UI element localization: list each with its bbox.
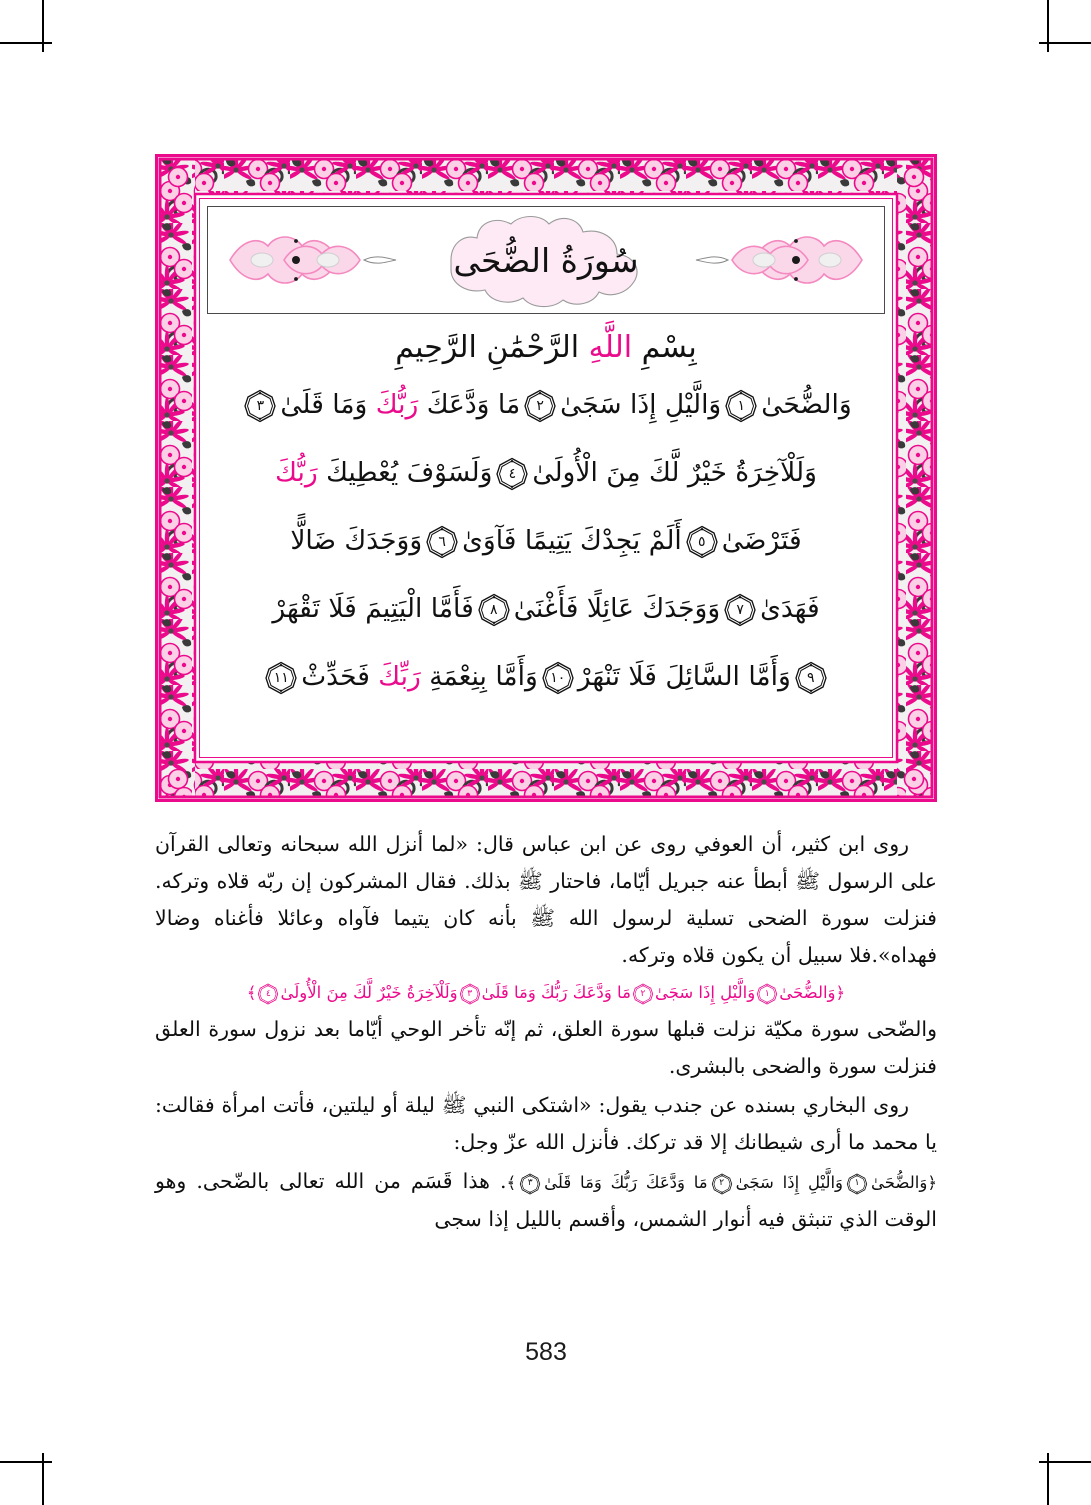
ayah-number-value: ٣ bbox=[527, 1178, 533, 1188]
ayah-number-medallion bbox=[519, 1173, 541, 1195]
ayah-number-medallion bbox=[711, 1173, 733, 1195]
ayah-text-segment: وَوَجَدَكَ ضَالًّا bbox=[290, 525, 423, 556]
commentary-paragraph-2: والضّحى سورة مكيّة نزلت قبلها سورة العلق، ثم إنّه تأخر الوحي أيّاما بعد نزول سورة العلق فنزلت سورة والضحى بالبشرى. bbox=[155, 1017, 937, 1078]
crop-mark-top-left-vertical bbox=[42, 0, 44, 52]
ayah-number-value: ٨ bbox=[490, 601, 498, 618]
ayah-line-4 bbox=[209, 575, 883, 643]
ayah-number-medallion bbox=[523, 389, 557, 423]
commentary-paragraph-3: روى البخاري بسنده عن جندب يقول: «اشتكى النبي ﷺ ليلة أو ليلتين، فأتت امرأة فقالت: يا محمد ما أرى شيطانك إلا قد تركك. فأنزل الله عزّ وجل: bbox=[155, 1093, 937, 1154]
commentary-paragraph-4 bbox=[155, 1163, 937, 1238]
ayah-number-medallion bbox=[724, 389, 758, 423]
ayah-number-value: ٦ bbox=[438, 533, 446, 550]
quote-bracket-close: ﴾ bbox=[506, 1173, 517, 1192]
ayah-text-segment: وَوَجَدَكَ عَائِلًا فَأَغْنَىٰ bbox=[513, 593, 721, 624]
ayah-text-segment: وَأَمَّا السَّائِلَ فَلَا تَنْهَرْ bbox=[577, 661, 791, 692]
commentary-paragraph-4-text: . هذا قَسَم من الله تعالى بالضّحى. وهو الوقت الذي تنبثق فيه أنوار الشمس، وأقسم بالليل إذا سجى bbox=[155, 1169, 937, 1231]
ayah-number-value: ٤ bbox=[508, 465, 517, 482]
ayah-number-medallion bbox=[243, 389, 277, 423]
surah-title-cartouche bbox=[421, 210, 671, 310]
basmala-allah: اللَّهِ bbox=[588, 330, 633, 365]
ayah-number-medallion bbox=[425, 525, 459, 559]
ayah-number-value: ١ bbox=[854, 1178, 860, 1188]
ayah-lines bbox=[203, 371, 889, 711]
ayah-number-medallion bbox=[264, 661, 298, 695]
ayah-text-segment: وَالَّيْلِ إِذَا سَجَىٰ bbox=[560, 389, 722, 420]
ayah-number-medallion bbox=[495, 457, 529, 491]
ayah-number-medallion bbox=[477, 593, 511, 627]
inline-quote-segment: مَا وَدَّعَكَ رَبُّكَ وَمَا قَلَىٰ bbox=[481, 983, 631, 1002]
ayah-text-segment: فَتَرْضَىٰ bbox=[721, 525, 802, 556]
ayah-text-segment: وَمَا قَلَىٰ bbox=[280, 389, 376, 420]
ayah-text-segment: فَحَدِّثْ bbox=[301, 661, 379, 692]
inline-quote-segment: وَالضُّحَىٰ bbox=[871, 1173, 928, 1192]
commentary-paragraph-1: روى ابن كثير، أن العوفي روى عن ابن عباس قال: «لما أنزل الله سبحانه وتعالى القرآن على الرسول ﷺ أبطأ عنه جبريل أيّاما، فاحتار ﷺ بذلك. فقال المشركون إن ربّه قلاه وتركه. فنزلت سورة الضحى تسلية لرسول الله ﷺ بأنه كان يتيما فآواه وعائلا فأغناه وضالا فهداه».فلا سبيل أن يكون قلاه وتركه. bbox=[155, 832, 937, 967]
ayah-line-3 bbox=[209, 507, 883, 575]
ayah-number-value: ٣ bbox=[467, 988, 473, 999]
page-number: 583 bbox=[525, 1338, 567, 1366]
ayah-line-1 bbox=[209, 371, 883, 439]
ayah-number-medallion bbox=[756, 983, 778, 1005]
ayah-number-medallion bbox=[723, 593, 757, 627]
quote-bracket-open: ﴿ bbox=[835, 983, 846, 1002]
ayah-number-value: ٢ bbox=[719, 1178, 725, 1188]
ayah-number-value: ٣ bbox=[256, 397, 265, 414]
ayah-number-value: ١ bbox=[764, 988, 770, 999]
ayah-text-segment: وَلَلْآخِرَةُ خَيْرٌ لَّكَ مِنَ الْأُولَىٰ bbox=[532, 457, 817, 488]
title-ornament-left bbox=[224, 224, 404, 296]
quran-interior bbox=[203, 202, 889, 754]
ayah-number-value: ٢ bbox=[536, 397, 544, 414]
quote-bracket-open: ﴿ bbox=[927, 1173, 937, 1192]
ayah-text-segment: رَبُّكَ bbox=[375, 389, 419, 420]
ayah-line-5 bbox=[209, 643, 883, 711]
ayah-number-value: ١ bbox=[737, 397, 745, 414]
ayah-text-segment: رَبِّكَ bbox=[378, 661, 421, 692]
surah-title-panel bbox=[207, 206, 885, 314]
quote-bracket-close: ﴾ bbox=[246, 983, 257, 1002]
inline-quote-segment: وَالَّيْلِ إِذَا سَجَىٰ bbox=[654, 983, 756, 1002]
ayah-number-medallion bbox=[257, 983, 279, 1005]
inline-quote-segment: وَالَّيْلِ إِذَا سَجَىٰ bbox=[735, 1173, 844, 1192]
ayah-number-medallion bbox=[541, 661, 575, 695]
ayah-number-value: ١٠ bbox=[550, 669, 566, 686]
inline-quote-segment: وَلَلْآخِرَةُ خَيْرٌ لَّكَ مِنَ الْأُولَىٰ bbox=[280, 983, 458, 1002]
ayah-text-segment: وَأَمَّا بِنِعْمَةِ bbox=[420, 661, 538, 692]
crop-mark-bottom-right-horizontal bbox=[1039, 1461, 1091, 1463]
ayah-text-segment: فَهَدَىٰ bbox=[760, 593, 820, 624]
inline-quote-segment: مَا وَدَّعَكَ رَبُّكَ وَمَا قَلَىٰ bbox=[544, 1173, 708, 1192]
ayah-number-value: ٤ bbox=[266, 988, 271, 999]
ayah-text-segment: مَا وَدَّعَكَ bbox=[418, 389, 521, 420]
ayah-number-value: ٧ bbox=[736, 601, 744, 618]
inline-quote-segment: وَالضُّحَىٰ bbox=[779, 983, 836, 1002]
ayah-number-value: ١١ bbox=[273, 669, 289, 686]
basmala bbox=[203, 330, 889, 365]
crop-mark-bottom-left-horizontal bbox=[0, 1461, 52, 1463]
ayah-text-segment: وَلَسَوْفَ يُعْطِيكَ bbox=[317, 457, 493, 488]
ayah-line-2 bbox=[209, 439, 883, 507]
basmala-prefix: بِسْمِ bbox=[632, 330, 697, 365]
inline-quote-2 bbox=[507, 1173, 938, 1192]
quran-text-frame bbox=[155, 154, 937, 802]
ayah-number-value: ٩ bbox=[807, 669, 815, 686]
ayah-number-medallion bbox=[846, 1173, 868, 1195]
ayah-number-medallion bbox=[459, 983, 481, 1005]
basmala-suffix: الرَّحْمَٰنِ الرَّحِيمِ bbox=[395, 330, 589, 365]
inline-quote-1 bbox=[155, 977, 937, 1009]
ayah-number-value: ٢ bbox=[640, 988, 646, 999]
ayah-text-segment: رَبُّكَ bbox=[275, 457, 318, 488]
commentary-section bbox=[155, 826, 937, 1238]
ayah-number-medallion bbox=[794, 661, 828, 695]
ayah-number-medallion bbox=[685, 525, 719, 559]
surah-title-text: سُورَةُ الضُّحَى bbox=[453, 240, 639, 280]
ayah-number-medallion bbox=[632, 983, 654, 1005]
crop-mark-top-right-horizontal bbox=[1039, 42, 1091, 44]
crop-mark-top-right-vertical bbox=[1047, 0, 1049, 52]
ayah-number-value: ٥ bbox=[698, 533, 706, 550]
title-ornament-right bbox=[688, 224, 868, 296]
ayah-text-segment: وَالضُّحَىٰ bbox=[761, 389, 852, 420]
ayah-text-segment: أَلَمْ يَجِدْكَ يَتِيمًا فَآوَىٰ bbox=[462, 525, 682, 556]
crop-mark-top-left-horizontal bbox=[0, 42, 52, 44]
ayah-text-segment: فَأَمَّا الْيَتِيمَ فَلَا تَقْهَرْ bbox=[272, 593, 474, 624]
page-content bbox=[155, 0, 937, 1505]
